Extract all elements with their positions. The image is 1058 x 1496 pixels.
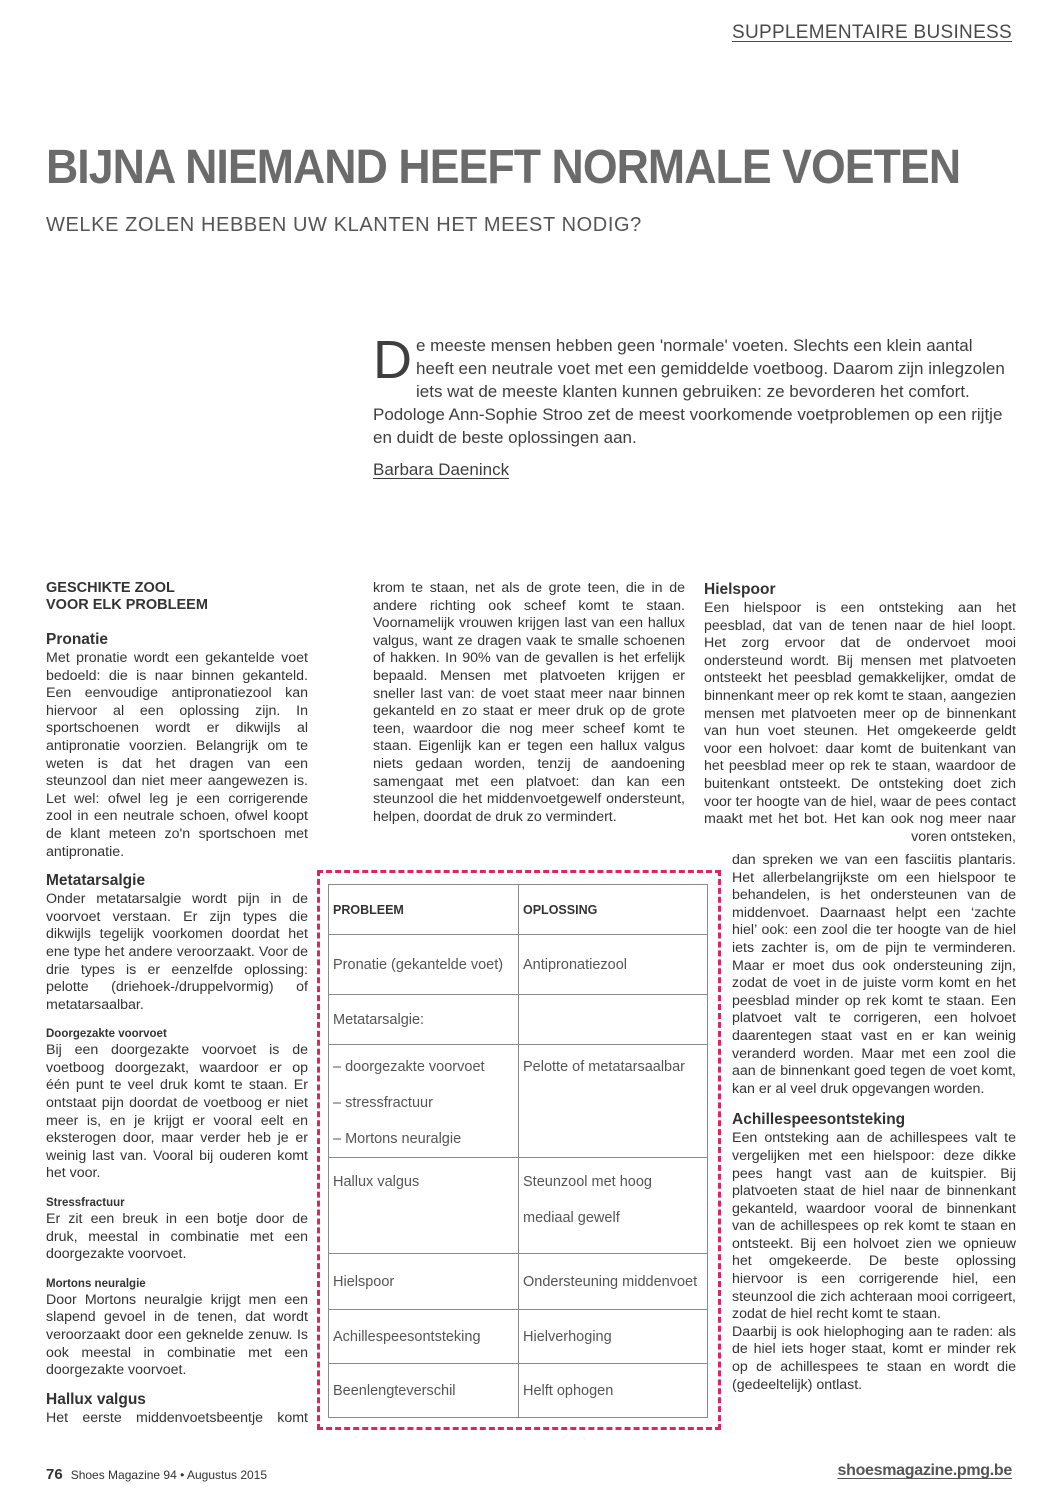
table-cell-problem: Metatarsalgie: [329, 995, 519, 1045]
table-header-problem: PROBLEEM [329, 885, 519, 935]
article-column-3-bottom [732, 852, 1016, 1394]
section-heading-hielspoor: Hielspoor [704, 581, 776, 598]
table-row [329, 935, 708, 995]
section-text-pronatie: Met pronatie wordt een gekantelde voet bedoeld: die is naar binnen gekanteld. Een eenvoudige antipronatiezool kan hiervoor al een oplossing zijn. In sportschoenen wordt er dikwijls al antipronatie voorzien. Belangrijk om te weten is dat het dragen van een steunzool dan niet meer aangewezen is. Let wel: ofwel leg je een corrigerende zool in een neutrale schoen, ofwel koopt de klant meteen zo'n sportschoen met antipronatie. [46, 650, 308, 860]
table-row [329, 1045, 708, 1158]
table-cell-line: – doorgezakte voorvoet [333, 1059, 485, 1075]
table-cell-problem: Hielspoor [329, 1254, 519, 1310]
subheading-doorgezakte: Doorgezakte voorvoet [46, 1028, 167, 1041]
section-text-doorgezakte: Bij een doorgezakte voorvoet is de voetboog doorgezakt, waardoor er op één punt te veel druk komt te staan. Er ontstaat pijn doordat de voetboog er niet meer is, en je krijgt er vooral eelt en eksterogen door, maar verder heb je er weinig last van. Vooral bij ouderen komt het voor. [46, 1042, 308, 1182]
table-cell-problem [329, 1045, 519, 1158]
section-text-metatarsalgie: Onder metatarsalgie wordt pijn in de voorvoet verstaan. Er zijn types die dikwijls tegelijk voorkomen doordat het ene type het andere veroorzaakt. Voor de drie types is er eenzelfde oplossing: pelotte (driehoek-/druppelvormig) of metatarsaalbar. [46, 891, 308, 1013]
table-header-row [329, 885, 708, 935]
table-row [329, 1158, 708, 1254]
table-cell-line: – Mortons neuralgie [333, 1131, 462, 1147]
table-cell-problem [329, 1158, 519, 1254]
kicker-line-1: GESCHIKTE ZOOL [46, 580, 175, 596]
section-heading-metatarsalgie: Metatarsalgie [46, 872, 146, 890]
table-cell-solution [519, 1158, 708, 1254]
article-column-3-top [704, 580, 1016, 846]
subheading-mortons: Mortons neuralgie [46, 1277, 146, 1290]
subheading-stressfractuur: Stressfractuur [46, 1197, 125, 1210]
intro-paragraph [373, 330, 1013, 449]
table-cell-line: Pelotte of metatarsaalbar [523, 1059, 686, 1075]
table-cell-line: – stressfractuur [333, 1095, 433, 1111]
table-cell-line: Steunzool met hoog [523, 1174, 652, 1190]
table-cell-line: mediaal gewelf [523, 1210, 620, 1226]
section-heading-pronatie: Pronatie [46, 631, 109, 648]
article-column-2 [373, 580, 685, 826]
problem-solution-table [328, 884, 708, 1418]
section-text-achilles: Een ontsteking aan de achillespees valt te vergelijken met een hielspoor: deze dikke pees hangt vast aan de kuitspier. Bij platvoeten staat de hiel naar de binnenkant gekanteld, waardoor vooral de binnenkant van de achillespees op rek komt te staan en ontsteekt. Bij een holvoet zien we opnieuw het omgekeerde. De beste oplossing hiervoor is een corrigerende hiel, een steunzool die zich achteraan mooi corrigeert, zodat de hiel recht komt te staan. [732, 1130, 1016, 1323]
page-title: BIJNA NIEMAND HEEFT NORMALE VOETEN [46, 141, 961, 194]
table-cell-solution: Helft ophogen [519, 1364, 708, 1418]
table-cell-solution: Hielverhoging [519, 1310, 708, 1364]
section-heading-hallux: Hallux valgus [46, 1390, 146, 1408]
table-row [329, 1254, 708, 1310]
section-text-hallux-cont: krom te staan, net als de grote teen, die in de andere richting ook scheef komt te staan. Voornamelijk vrouwen krijgen last van een hallux valgus, want ze dragen vaak te smalle schoenen of hakken. In 90% van de gevallen is het erfelijk bepaald. Mensen met platvoeten krijgen er sneller last van: de voet staat meer naar binnen gekanteld en zo staat er meer druk op de grote teen, waardoor die nog meer scheef komt te staan. Eigenlijk kan er tegen een hallux valgus niets gedaan worden, tenzij de aandoening samengaat met een platvoet: dan kan een steunzool die het middenvoetgewelf ondersteunt, helpen, doordat de druk zo vermindert. [373, 580, 685, 825]
section-label: SUPPLEMENTAIRE BUSINESS [731, 22, 1012, 43]
page-number: 76 [46, 1466, 63, 1483]
website-link[interactable]: shoesmagazine.pmg.be [837, 1462, 1012, 1479]
table-cell-problem: Pronatie (gekantelde voet) [329, 935, 519, 995]
dropcap: D [373, 330, 412, 390]
table-cell-problem: Beenlengteverschil [329, 1364, 519, 1418]
intro-text: e meeste mensen hebben geen 'normale' voeten. Slechts een klein aantal heeft een neutrale voet met een gemiddelde voetboog. Daarom zijn inlegzolen iets wat de meeste klanten kunnen gebruiken: ze bevorderen het comfort. Podologe Ann-Sophie Stroo zet de meest voorkomende voetproblemen op een rijtje en duidt de beste oplossingen aan. [373, 336, 1005, 447]
article-column-1 [46, 580, 308, 1427]
table-cell-line: Hallux valgus [333, 1174, 420, 1190]
kicker-heading [46, 580, 308, 614]
table-cell-problem: Achillespeesontsteking [329, 1310, 519, 1364]
table-cell-solution [519, 995, 708, 1045]
page-footer-info [46, 1466, 267, 1483]
publication-info: Shoes Magazine 94 • Augustus 2015 [70, 1468, 268, 1482]
section-text-hallux-start: Het eerste middenvoetsbeentje komt [46, 1409, 308, 1426]
table-row [329, 1310, 708, 1364]
section-text-achilles-2: Daarbij is ook hielophoging aan te raden: als de hiel iets hoger staat, komt er minder rek op de achillespees te staan en wordt die (gedeeltelijk) ontlast. [732, 1323, 1016, 1393]
table-cell-solution: Ondersteuning middenvoet [519, 1254, 708, 1310]
section-text-hielspoor-a: Een hielspoor is een ontsteking aan het peesblad, dat van de tenen naar de hiel loopt. Het zorg ervoor dat de ondervoet mooi ondersteund wordt. Bij mensen met platvoeten ontsteekt het peesblad gemakkelijker, omdat de binnenkant meer op rek komt te staan, aangezien mensen met platvoeten meer op de binnenkant van hun voet steunen. Het omgekeerde geldt voor een holvoet: daar komt de buitenkant van het peesblad meer op rek te staan, waardoor de buitenkant ontsteekt. De ontsteking doet zich voor ter hoogte van de hiel, waar de pees contact maakt met het bot. Het kan ook nog meer naar voren ontsteken, [704, 600, 1016, 845]
page-subtitle: WELKE ZOLEN HEBBEN UW KLANTEN HET MEEST NODIG? [46, 214, 642, 236]
section-text-hielspoor-b: dan spreken we van een fasciitis plantaris. Het allerbelangrijkste om een hielspoor te behandelen, is het ondersteunen van de middenvoet. Daarnaast helpt een ‘zachte hiel’ ook: een zool die ter hoogte van de hiel iets zachter is, om de pijn te verminderen. Maar er moet dus ook ondersteuning zijn, zodat de voet in de juiste vorm komt en het peesblad minder op rek komt te staan. Een platvoet valt te corrigeren, een holvoet daarentegen staat vast en er kan weinig veranderd worden. Maar met een zool die aan de binnenkant goed tegen de voet komt, kan er al veel druk opgevangen worden. [732, 852, 1016, 1097]
section-text-stressfractuur: Er zit een breuk in een botje door de druk, meestal in combinatie met een doorgezakte voorvoet. [46, 1211, 308, 1263]
author-byline: Barbara Daeninck [373, 460, 510, 479]
table-cell-solution: Antipronatiezool [519, 935, 708, 995]
table-header-solution: OPLOSSING [519, 885, 708, 935]
kicker-line-2: VOOR ELK PROBLEEM [46, 597, 208, 613]
section-heading-achilles: Achillespeesontsteking [732, 1111, 906, 1129]
table-row [329, 1364, 708, 1418]
table-cell-solution [519, 1045, 708, 1158]
table-row [329, 995, 708, 1045]
section-text-mortons: Door Mortons neuralgie krijgt men een slapend gevoel in de tenen, dat wordt veroorzaakt door een geknelde zenuw. Is ook meestal in combinatie met een doorgezakte voorvoet. [46, 1291, 308, 1379]
